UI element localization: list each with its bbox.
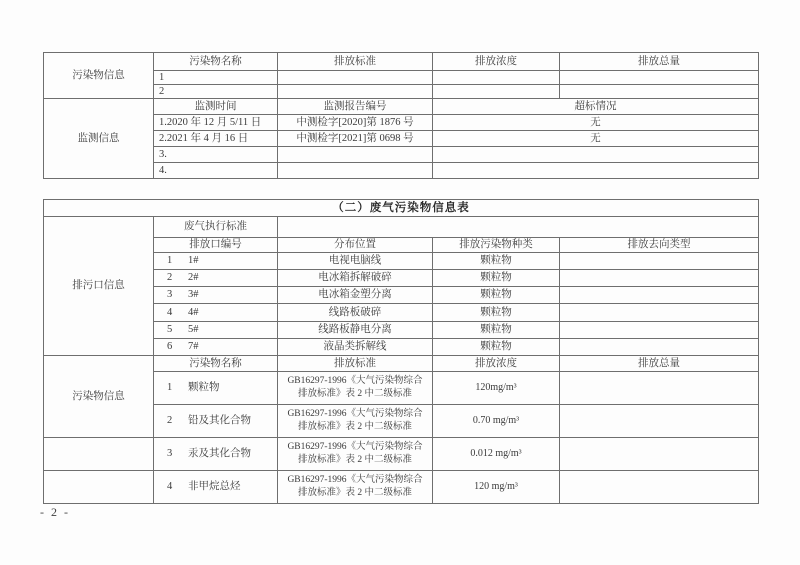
- outlet-destination-cell: [560, 339, 759, 356]
- header-emission-standard: 排放标准: [278, 356, 433, 372]
- table-row: [44, 53, 759, 71]
- monitoring-exceed-cell: 无: [433, 131, 759, 147]
- pollutant-name-cell: [154, 372, 278, 405]
- header-destination-type: 排放去向类型: [560, 238, 759, 253]
- outlet-pollutant-cell: 颗粒物: [433, 304, 560, 322]
- pollutant-total-cell: [560, 405, 759, 438]
- header-monitoring-time: 监测时间: [154, 99, 278, 115]
- row-index: 3: [167, 448, 173, 460]
- monitoring-time-cell: 3.: [154, 147, 278, 163]
- outlet-destination-cell: [560, 253, 759, 270]
- pollutant-standard-cell: GB16297-1996《大气污染物综合排放标准》表 2 中二级标准: [278, 405, 433, 438]
- outlet-pollutant-cell: 颗粒物: [433, 253, 560, 270]
- gas-standard-label: 废气执行标准: [154, 217, 278, 238]
- table-row: [44, 200, 759, 217]
- outlet-location-cell: 电冰箱拆解破碎: [278, 270, 433, 287]
- outlet-code: 5#: [188, 324, 199, 336]
- monitoring-exceed-cell: [433, 147, 759, 163]
- monitoring-exceed-cell: 无: [433, 115, 759, 131]
- outlet-destination-cell: [560, 287, 759, 304]
- monitoring-exceed-cell: [433, 163, 759, 179]
- outlet-number-cell: [154, 270, 278, 287]
- section-label-pollutant-info: 污染物信息: [44, 53, 154, 99]
- outlet-pollutant-cell: 颗粒物: [433, 339, 560, 356]
- waste-gas-pollutant-table: [43, 199, 759, 504]
- pollutant-name-cell: [278, 71, 433, 85]
- pollutant-total-cell: [560, 471, 759, 504]
- header-emission-standard: 排放标准: [278, 53, 433, 71]
- row-index: 3: [167, 289, 173, 301]
- page-number: - 2 -: [40, 505, 70, 519]
- table-row: [44, 471, 759, 504]
- header-pollutant-name: 污染物名称: [154, 53, 278, 71]
- row-index: 4: [167, 481, 173, 493]
- outlet-location-cell: 线路板破碎: [278, 304, 433, 322]
- pollutant-standard-cell: [433, 85, 560, 99]
- row-index: 6: [167, 341, 173, 353]
- section-label-monitoring-info: 监测信息: [44, 99, 154, 179]
- pollutant-name: 汞及其化合物: [188, 448, 251, 460]
- outlet-pollutant-cell: 颗粒物: [433, 270, 560, 287]
- row-index: 2: [167, 415, 173, 427]
- monitoring-time-cell: 4.: [154, 163, 278, 179]
- pollutant-row-number: 2: [154, 85, 278, 99]
- row-index: 5: [167, 324, 173, 336]
- table-row: [44, 438, 759, 471]
- row-index: 2: [167, 272, 173, 284]
- table-row: [44, 356, 759, 372]
- outlet-code: 4#: [188, 306, 199, 318]
- header-emission-total: 排放总量: [560, 356, 759, 372]
- outlet-number-cell: [154, 304, 278, 322]
- pollutant-concentration-cell: 120mg/m³: [433, 372, 560, 405]
- monitoring-report-cell: [278, 147, 433, 163]
- empty-label-cell: [44, 438, 154, 471]
- outlet-pollutant-cell: 颗粒物: [433, 287, 560, 304]
- section-label-pollutant-info: 污染物信息: [44, 356, 154, 438]
- outlet-number-cell: [154, 322, 278, 339]
- outlet-number-cell: [154, 339, 278, 356]
- pollutant-name-cell: [154, 438, 278, 471]
- pollutant-standard-cell: GB16297-1996《大气污染物综合排放标准》表 2 中二级标准: [278, 438, 433, 471]
- pollutant-name-cell: [154, 405, 278, 438]
- pollutant-name-cell: [278, 85, 433, 99]
- outlet-location-cell: 电冰箱金塑分离: [278, 287, 433, 304]
- pollutant-name: 非甲烷总烃: [188, 481, 241, 493]
- pollutant-concentration-cell: 120 mg/m³: [433, 471, 560, 504]
- pollutant-total-cell: [560, 438, 759, 471]
- pollutant-standard-cell: GB16297-1996《大气污染物综合排放标准》表 2 中二级标准: [278, 471, 433, 504]
- outlet-code: 1#: [188, 255, 199, 267]
- outlet-number-cell: [154, 287, 278, 304]
- header-pollutant-type: 排放污染物种类: [433, 238, 560, 253]
- header-exceedance-status: 超标情况: [433, 99, 759, 115]
- pollutant-standard-cell: [433, 71, 560, 85]
- pollutant-total-cell: [560, 71, 759, 85]
- monitoring-time-cell: 2.2021 年 4 月 16 日: [154, 131, 278, 147]
- pollutant-name: 铅及其化合物: [188, 415, 251, 427]
- empty-label-cell: [44, 471, 154, 504]
- outlet-destination-cell: [560, 322, 759, 339]
- pollutant-total-cell: [560, 372, 759, 405]
- row-index: 1: [167, 255, 173, 267]
- gas-standard-value-cell: [278, 217, 759, 238]
- section-label-outlet-info: 排污口信息: [44, 217, 154, 356]
- outlet-destination-cell: [560, 270, 759, 287]
- row-index: 4: [167, 306, 173, 318]
- pollutant-name-cell: [154, 471, 278, 504]
- outlet-location-cell: 线路板静电分离: [278, 322, 433, 339]
- outlet-location-cell: 液晶类拆解线: [278, 339, 433, 356]
- header-outlet-number: 排放口编号: [154, 238, 278, 253]
- monitoring-report-cell: 中测检字[2021]第 0698 号: [278, 131, 433, 147]
- monitoring-report-cell: 中测检字[2020]第 1876 号: [278, 115, 433, 131]
- pollutant-total-cell: [560, 85, 759, 99]
- header-emission-concentration: 排放浓度: [433, 53, 560, 71]
- outlet-location-cell: 电视电脑线: [278, 253, 433, 270]
- outlet-code: 7#: [188, 341, 199, 353]
- header-emission-total: 排放总量: [560, 53, 759, 71]
- pollutant-standard-cell: GB16297-1996《大气污染物综合排放标准》表 2 中二级标准: [278, 372, 433, 405]
- outlet-pollutant-cell: 颗粒物: [433, 322, 560, 339]
- header-pollutant-name: 污染物名称: [154, 356, 278, 372]
- outlet-code: 2#: [188, 272, 199, 284]
- pollutant-name: 颗粒物: [188, 382, 220, 394]
- outlet-number-cell: [154, 253, 278, 270]
- outlet-destination-cell: [560, 304, 759, 322]
- pollutant-row-number: 1: [154, 71, 278, 85]
- header-location: 分布位置: [278, 238, 433, 253]
- outlet-code: 3#: [188, 289, 199, 301]
- header-report-number: 监测报告编号: [278, 99, 433, 115]
- table-row: [44, 217, 759, 238]
- table-row: [44, 99, 759, 115]
- pollutant-concentration-cell: 0.012 mg/m³: [433, 438, 560, 471]
- header-emission-concentration: 排放浓度: [433, 356, 560, 372]
- row-index: 1: [167, 382, 173, 394]
- monitoring-time-cell: 1.2020 年 12 月 5/11 日: [154, 115, 278, 131]
- pollutant-monitoring-table: [43, 52, 759, 179]
- monitoring-report-cell: [278, 163, 433, 179]
- table-title: （二）废气污染物信息表: [44, 200, 759, 217]
- pollutant-concentration-cell: 0.70 mg/m³: [433, 405, 560, 438]
